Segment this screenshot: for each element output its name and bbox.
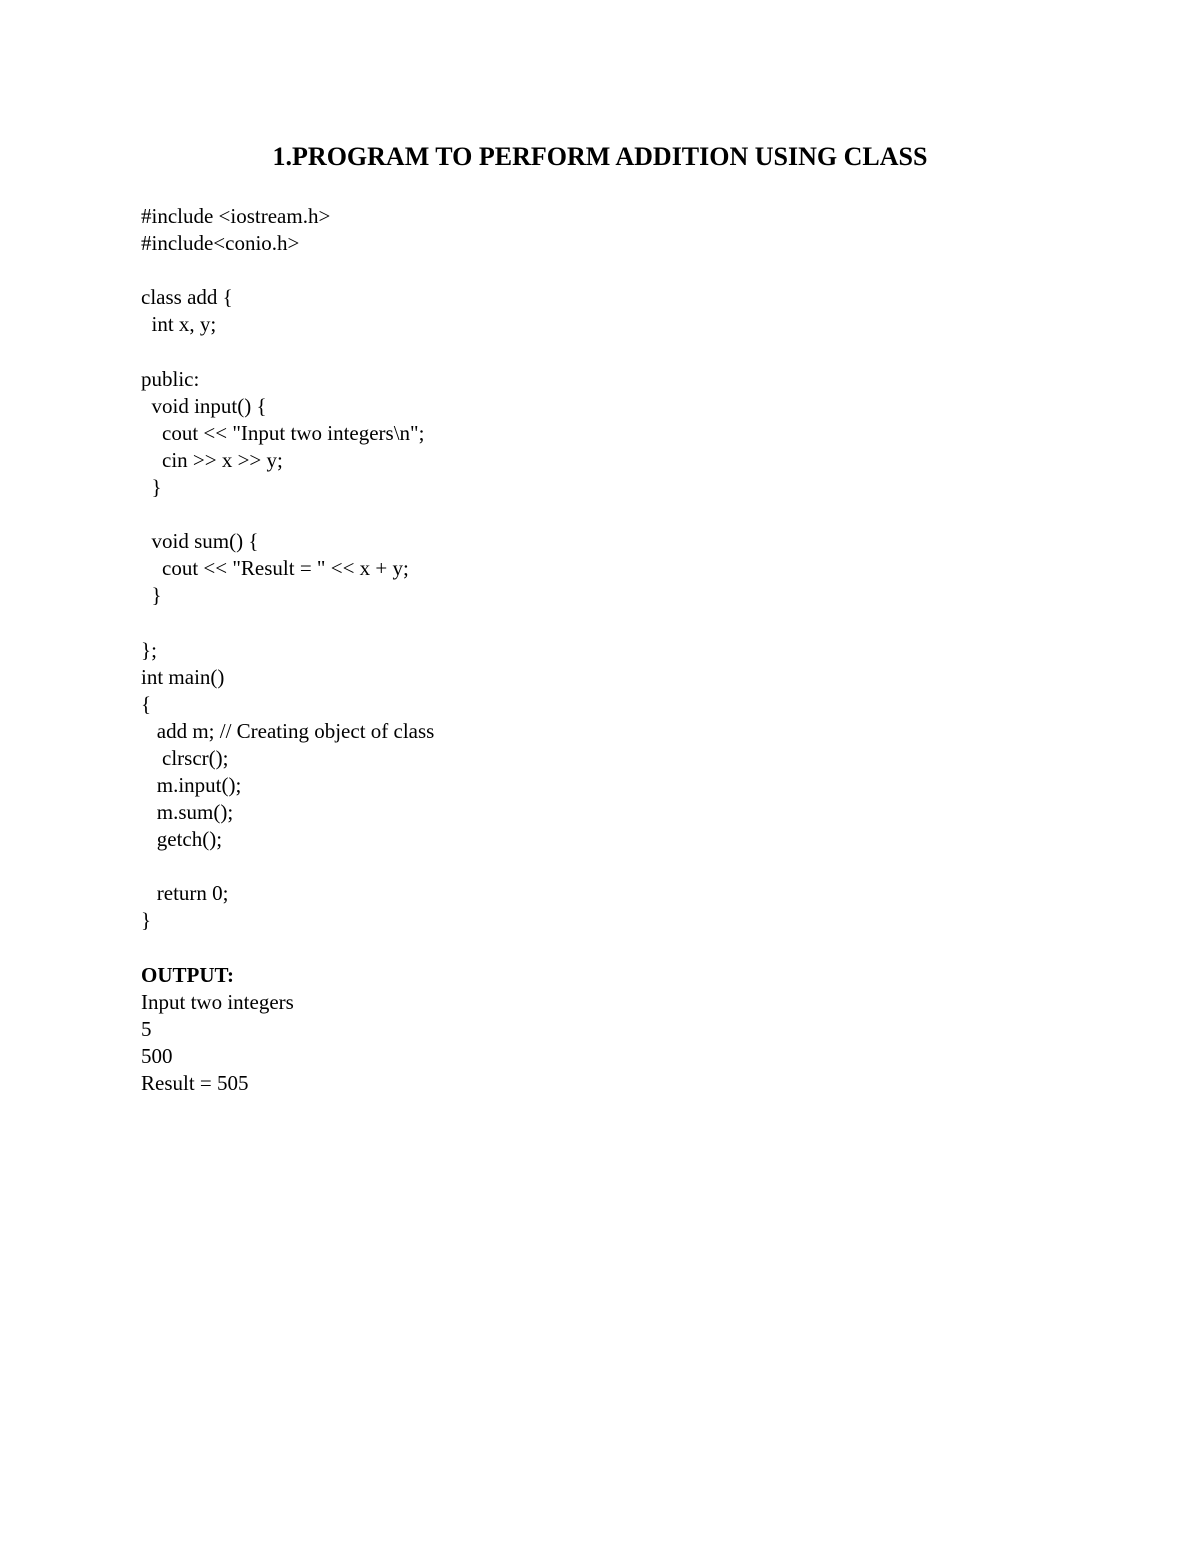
- code-line: class add {: [141, 285, 233, 310]
- code-line: cout << "Result = " << x + y;: [141, 556, 409, 581]
- code-line: }: [141, 908, 152, 933]
- output-section: [141, 962, 294, 1097]
- output-line: Result = 505: [141, 1071, 249, 1096]
- code-line: m.input();: [141, 772, 242, 797]
- code-line: add m; // Creating object of class: [141, 718, 435, 743]
- code-line: void input() {: [141, 393, 267, 418]
- code-line: return 0;: [141, 881, 229, 906]
- code-line: [141, 609, 434, 636]
- code-line: clrscr();: [141, 745, 229, 770]
- output-line: Input two integers: [141, 990, 294, 1015]
- code-line: }: [141, 474, 162, 499]
- code-line: [141, 501, 434, 528]
- code-line: {: [141, 691, 152, 716]
- code-line: m.sum();: [141, 800, 234, 825]
- code-line: public:: [141, 366, 200, 391]
- output-heading: OUTPUT:: [141, 963, 234, 987]
- code-line: #include<conio.h>: [141, 231, 300, 256]
- page-title: 1.PROGRAM TO PERFORM ADDITION USING CLASS: [272, 142, 928, 171]
- code-line: #include <iostream.h>: [141, 204, 331, 228]
- code-line: [141, 853, 434, 880]
- code-line: void sum() {: [141, 529, 259, 554]
- code-line: cout << "Input two integers\n";: [141, 420, 425, 445]
- code-line: getch();: [141, 827, 223, 852]
- code-line: };: [141, 637, 157, 662]
- output-line: 500: [141, 1044, 173, 1069]
- code-line: int main(): [141, 664, 225, 689]
- code-line: [141, 338, 434, 365]
- output-line: 5: [141, 1017, 152, 1042]
- code-line: [141, 257, 434, 284]
- code-listing: [141, 203, 434, 935]
- code-line: int x, y;: [141, 312, 217, 337]
- code-line: cin >> x >> y;: [141, 447, 283, 472]
- code-line: }: [141, 583, 162, 608]
